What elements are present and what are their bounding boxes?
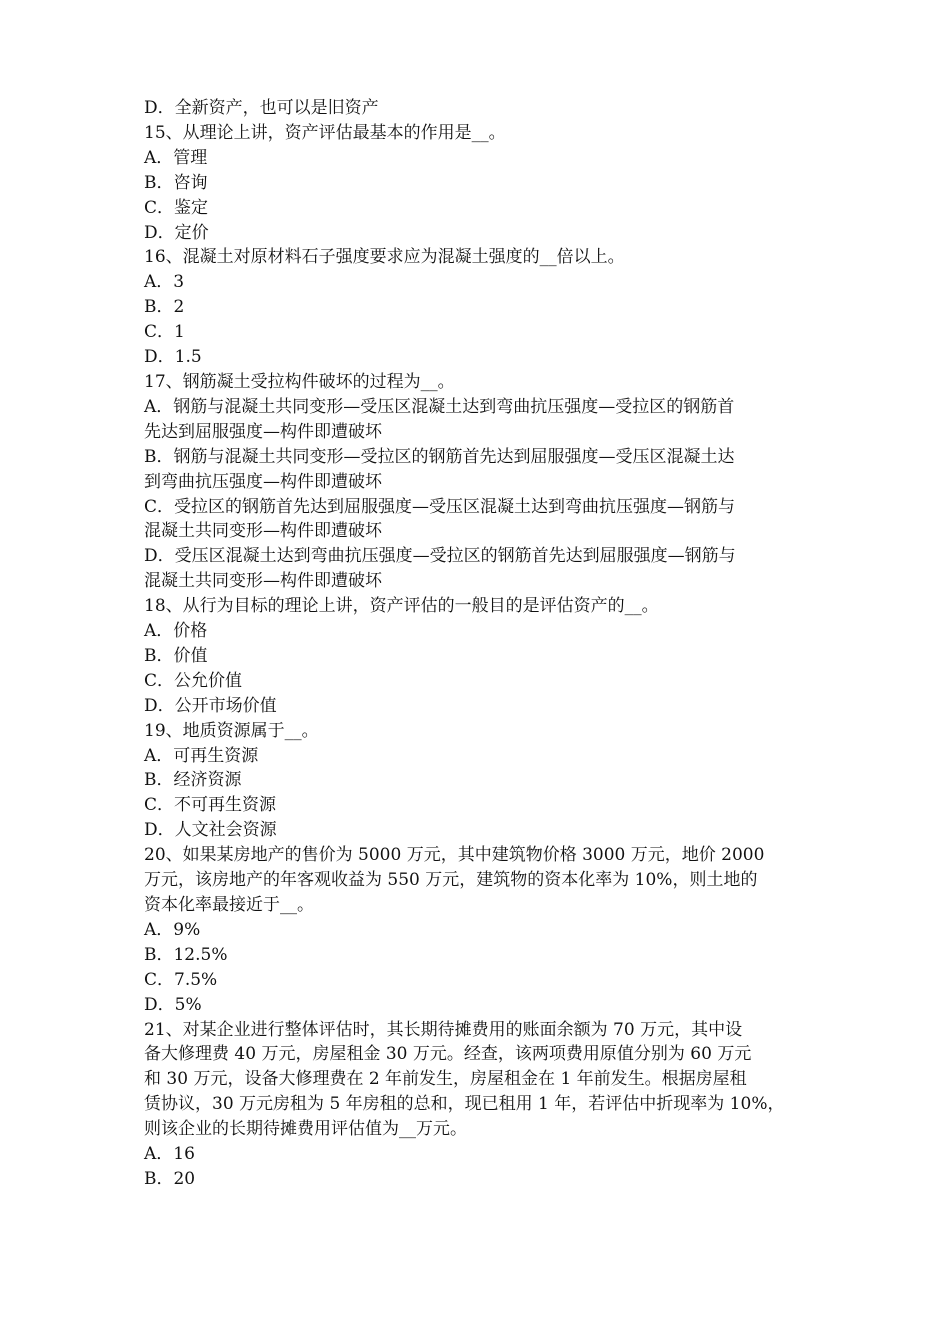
option-line: C．7.5% xyxy=(144,969,218,990)
question-20-continued: 万元，该房地产的年客观收益为 550 万元，建筑物的资本化率为 10%，则土地的 xyxy=(144,870,758,891)
option-line: B．钢筋与混凝土共同变形—受拉区的钢筋首先达到屈服强度—受压区混凝土达 xyxy=(144,446,735,467)
question-17: 17、钢筋凝土受拉构件破坏的过程为__。 xyxy=(144,371,455,392)
option-line: C．受拉区的钢筋首先达到屈服强度—受压区混凝土达到弯曲抗压强度—钢筋与 xyxy=(144,496,736,517)
question-16: 16、混凝土对原材料石子强度要求应为混凝土强度的__倍以上。 xyxy=(144,247,625,268)
option-line: A．9% xyxy=(144,919,201,940)
option-line: B．经济资源 xyxy=(144,770,242,791)
option-line: D．全新资产，也可以是旧资产 xyxy=(144,98,379,118)
option-line: A．管理 xyxy=(144,147,208,168)
option-line-continued: 到弯曲抗压强度—构件即遭破坏 xyxy=(144,471,382,492)
question-21: 21、对某企业进行整体评估时，其长期待摊费用的账面余额为 70 万元，其中设 xyxy=(144,1019,743,1040)
option-line: D．受压区混凝土达到弯曲抗压强度—受拉区的钢筋首先达到屈服强度—钢筋与 xyxy=(144,546,736,567)
option-line: A．可再生资源 xyxy=(144,745,259,766)
option-line-continued: 混凝土共同变形—构件即遭破坏 xyxy=(144,521,382,542)
option-line: D．1.5 xyxy=(144,347,202,368)
option-line: C．1 xyxy=(144,322,185,343)
document-page xyxy=(144,96,812,1192)
option-line-continued: 先达到屈服强度—构件即遭破坏 xyxy=(144,421,382,442)
question-21-continued: 则该企业的长期待摊费用评估值为__万元。 xyxy=(144,1119,467,1140)
question-21-continued: 赁协议，30 万元房租为 5 年房租的总和，现已租用 1 年，若评估中折现率为 10%， xyxy=(144,1094,785,1115)
option-line: D．公开市场价值 xyxy=(144,695,277,716)
option-line: C．不可再生资源 xyxy=(144,795,277,816)
option-line-continued: 混凝土共同变形—构件即遭破坏 xyxy=(144,571,382,592)
option-line: B．咨询 xyxy=(144,172,208,193)
option-line: A．16 xyxy=(144,1144,195,1165)
option-line: A．钢筋与混凝土共同变形—受压区混凝土达到弯曲抗压强度—受拉区的钢筋首 xyxy=(144,396,735,417)
question-21-continued: 备大修理费 40 万元，房屋租金 30 万元。经查，该两项费用原值分别为 60 万元 xyxy=(144,1044,752,1065)
option-line: B．价值 xyxy=(144,645,208,666)
option-line: C．公允价值 xyxy=(144,670,243,691)
question-20: 20、如果某房地产的售价为 5000 万元，其中建筑物价格 3000 万元，地价 2000 xyxy=(144,845,765,866)
option-line: A．价格 xyxy=(144,621,208,642)
question-21-continued: 和 30 万元，设备大修理费在 2 年前发生，房屋租金在 1 年前发生。根据房屋租 xyxy=(144,1069,747,1090)
option-line: B．12.5% xyxy=(144,944,228,965)
option-line: D．定价 xyxy=(144,222,209,243)
option-line: D．5% xyxy=(144,994,202,1015)
question-20-continued: 资本化率最接近于__。 xyxy=(144,895,314,915)
question-19: 19、地质资源属于__。 xyxy=(144,720,319,741)
question-18: 18、从行为目标的理论上讲，资产评估的一般目的是评估资产的__。 xyxy=(144,596,659,617)
option-line: D．人文社会资源 xyxy=(144,820,277,841)
question-15: 15、从理论上讲，资产评估最基本的作用是__。 xyxy=(144,122,506,143)
option-line: C．鉴定 xyxy=(144,197,209,218)
option-line: A．3 xyxy=(144,272,185,293)
option-line: B．20 xyxy=(144,1168,196,1189)
option-line: B．2 xyxy=(144,297,185,318)
